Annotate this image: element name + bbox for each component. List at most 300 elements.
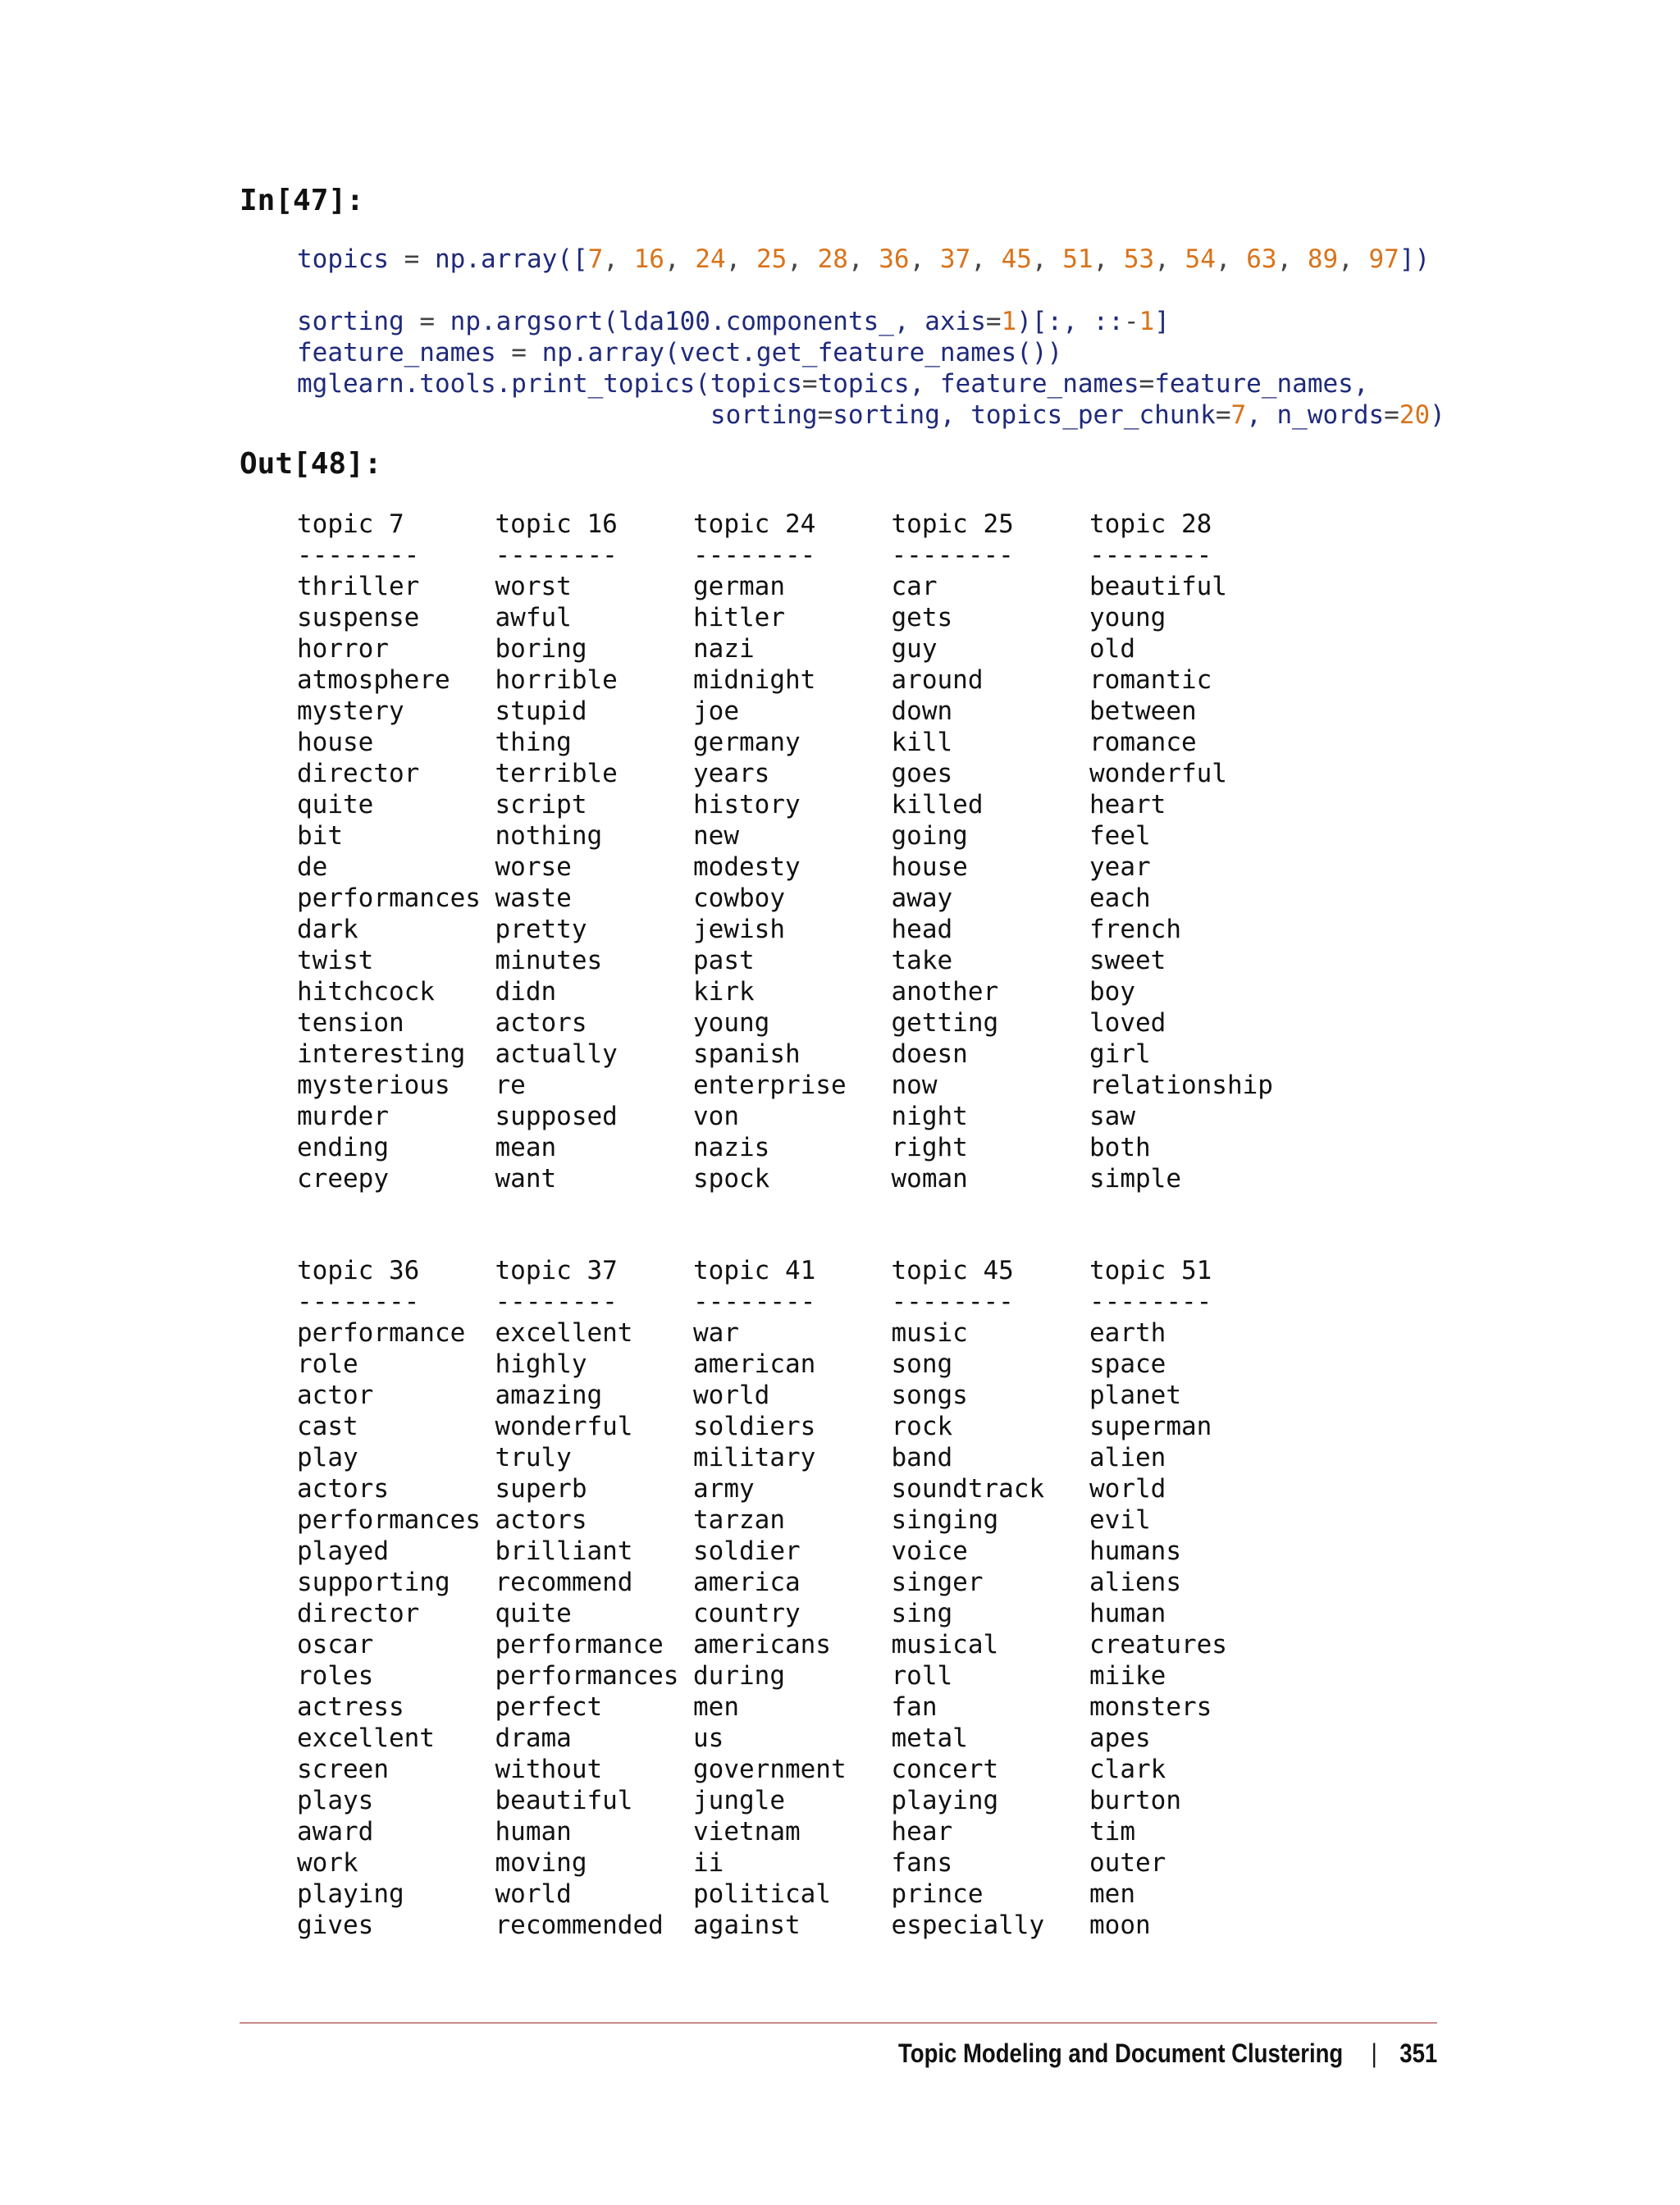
topic-word: excellent (297, 1723, 435, 1753)
topic-separator: -------- (1089, 1287, 1212, 1317)
topic-word: human (1089, 1599, 1166, 1628)
topic-title: topic 51 (1089, 1256, 1212, 1285)
code-token: np.array([ (434, 244, 588, 274)
topic-separator: -------- (297, 1287, 420, 1317)
chapter-title: Topic Modeling and Document Clustering (897, 2038, 1344, 2068)
topic-word: supposed (495, 1102, 618, 1131)
code-token: , (664, 244, 696, 274)
topic-word: creepy (297, 1164, 389, 1194)
topic-word: terrible (495, 759, 618, 788)
topic-word: world (1089, 1474, 1166, 1504)
topic-word: romance (1089, 728, 1197, 757)
topic-word: during (693, 1661, 785, 1691)
topic-word: world (693, 1381, 770, 1410)
topic-word: script (495, 790, 587, 819)
code-token: 97 (1368, 244, 1399, 274)
topic-word: both (1089, 1133, 1151, 1162)
code-token: , (847, 244, 879, 274)
topic-word: sing (891, 1599, 953, 1628)
topic-word: actually (495, 1039, 618, 1069)
topic-word: actors (495, 1008, 587, 1038)
topic-word: old (1089, 634, 1135, 664)
topic-word: twist (297, 946, 374, 975)
topic-word: creatures (1089, 1630, 1227, 1659)
topic-word: spanish (693, 1039, 801, 1069)
topic-word: quite (297, 790, 374, 819)
topic-word: modesty (693, 852, 801, 882)
topic-word: director (297, 759, 420, 788)
code-token: 25 (756, 244, 788, 274)
topic-word: von (693, 1102, 739, 1131)
topic-word: against (693, 1911, 801, 1940)
topic-word: role (297, 1349, 358, 1379)
topic-title: topic 45 (891, 1256, 1014, 1285)
code-token: = (404, 307, 450, 336)
code-token: 53 (1123, 244, 1155, 274)
topic-word: woman (891, 1164, 968, 1194)
code-token: )[:, :: (1016, 307, 1124, 336)
topic-word: soldier (693, 1536, 801, 1566)
code-token: , (1215, 244, 1247, 274)
topic-word: horror (297, 634, 389, 664)
topic-word: voice (891, 1536, 968, 1566)
code-token: topics (297, 244, 389, 274)
topic-word: joe (693, 696, 739, 726)
topic-word: actor (297, 1381, 374, 1410)
topic-title: topic 7 (297, 509, 404, 539)
topic-column (693, 509, 892, 1194)
topic-word: especially (891, 1911, 1045, 1940)
topic-word: world (495, 1879, 572, 1909)
topic-word: play (297, 1443, 358, 1472)
topic-word: enterprise (693, 1071, 847, 1100)
topic-word: actress (297, 1692, 404, 1722)
topic-word: performances (297, 883, 481, 913)
topic-word: guy (891, 634, 938, 664)
topic-word: drama (495, 1723, 572, 1753)
topic-word: performance (297, 1318, 466, 1348)
input-prompt: In[47]: (240, 184, 364, 217)
topic-word: men (693, 1692, 739, 1722)
code-token: 36 (879, 244, 910, 274)
topic-word: screen (297, 1755, 389, 1784)
topic-word: de (297, 852, 328, 882)
topic-word: concert (891, 1755, 999, 1784)
topic-word: nazi (693, 634, 755, 664)
topic-word: americans (693, 1630, 831, 1659)
topic-word: earth (1089, 1318, 1166, 1348)
topic-word: award (297, 1817, 374, 1847)
topic-word: hitler (693, 603, 785, 632)
topic-word: waste (495, 883, 572, 913)
topic-word: feel (1089, 821, 1151, 851)
code-token: np.argsort(lda100.components_, axis (450, 307, 986, 336)
topic-word: playing (891, 1786, 999, 1815)
topic-word: romantic (1089, 665, 1212, 695)
topic-word: quite (495, 1599, 572, 1628)
topic-word: miike (1089, 1661, 1166, 1691)
code-token: , (970, 244, 1002, 274)
topic-word: hear (891, 1817, 953, 1847)
code-line (297, 244, 1445, 275)
topic-word: without (495, 1755, 603, 1784)
topic-word: war (693, 1318, 739, 1348)
topic-word: simple (1089, 1164, 1181, 1194)
topic-separator: -------- (891, 541, 1014, 570)
topic-word: stupid (495, 696, 587, 726)
code-token: sorting (297, 400, 818, 430)
topic-word: cowboy (693, 883, 785, 913)
topic-word: truly (495, 1443, 572, 1472)
topic-title: topic 36 (297, 1256, 420, 1285)
topic-word: minutes (495, 946, 603, 975)
topic-column (297, 509, 495, 1194)
topic-column (693, 1255, 892, 1941)
topic-word: boy (1089, 977, 1135, 1007)
topic-word: tension (297, 1008, 404, 1038)
topic-word: military (693, 1443, 816, 1472)
topic-word: plays (297, 1786, 374, 1815)
topic-word: oscar (297, 1630, 374, 1659)
topic-word: actors (495, 1505, 587, 1535)
code-token: , (1093, 244, 1124, 274)
code-token: 7 (587, 244, 604, 274)
topic-word: space (1089, 1349, 1166, 1379)
output-block-2 (297, 1255, 1288, 1941)
topic-word: us (693, 1723, 724, 1753)
topic-word: american (693, 1349, 816, 1379)
topic-word: rock (891, 1412, 953, 1441)
code-token: = (1215, 400, 1231, 430)
topic-word: prince (891, 1879, 984, 1909)
topic-word: brilliant (495, 1536, 633, 1566)
topic-word: ii (693, 1848, 724, 1878)
topic-word: roll (891, 1661, 953, 1691)
topic-word: apes (1089, 1723, 1151, 1753)
code-token: ) (1430, 400, 1445, 430)
topic-word: superman (1089, 1412, 1212, 1441)
topic-word: planet (1089, 1381, 1181, 1410)
code-token: feature_names, (1154, 369, 1369, 399)
topic-word: car (891, 572, 938, 601)
code-line (297, 306, 1445, 337)
code-token: 51 (1062, 244, 1093, 274)
code-token: feature_names (297, 338, 496, 368)
code-line (297, 368, 1445, 399)
topic-separator: -------- (1089, 541, 1212, 570)
code-token: 37 (939, 244, 971, 274)
code-token: = (1384, 400, 1399, 430)
topic-title: topic 28 (1089, 509, 1212, 539)
topic-word: monsters (1089, 1692, 1212, 1722)
code-token: , (1276, 244, 1308, 274)
topic-title: topic 41 (693, 1256, 816, 1285)
topic-word: excellent (495, 1318, 633, 1348)
code-token: sorting (297, 307, 404, 336)
topic-word: past (693, 946, 755, 975)
topic-word: band (891, 1443, 953, 1472)
topic-word: outer (1089, 1848, 1166, 1878)
topic-word: burton (1089, 1786, 1181, 1815)
topic-word: didn (495, 977, 557, 1007)
topic-word: work (297, 1848, 358, 1878)
code-token: , (603, 244, 634, 274)
footer-separator: | (1371, 2038, 1377, 2068)
topic-word: years (693, 759, 770, 788)
topic-word: actors (297, 1474, 389, 1504)
topic-word: thing (495, 728, 572, 757)
topic-word: murder (297, 1102, 389, 1131)
topic-word: highly (495, 1349, 587, 1379)
topic-word: worse (495, 852, 572, 882)
topic-word: saw (1089, 1102, 1135, 1131)
code-line (297, 399, 1445, 431)
topic-separator: -------- (693, 1287, 816, 1317)
code-token: 1 (1139, 307, 1155, 336)
code-line (297, 337, 1445, 368)
topic-word: beautiful (1089, 572, 1227, 601)
topic-word: suspense (297, 603, 420, 632)
topic-word: relationship (1089, 1071, 1273, 1100)
topic-word: fans (891, 1848, 953, 1878)
code-token: = (388, 244, 435, 274)
topic-word: song (891, 1349, 953, 1379)
code-token: = (985, 307, 1002, 336)
topic-title: topic 16 (495, 509, 618, 539)
topic-word: played (297, 1536, 389, 1566)
topic-word: getting (891, 1008, 999, 1038)
code-token: 54 (1185, 244, 1216, 274)
topic-column (892, 509, 1090, 1194)
topic-word: humans (1089, 1536, 1181, 1566)
code-token: ]) (1399, 244, 1431, 274)
topic-word: spock (693, 1164, 770, 1194)
topic-word: history (693, 790, 801, 819)
topic-word: going (891, 821, 968, 851)
topic-word: recommended (495, 1911, 664, 1940)
topic-word: loved (1089, 1008, 1166, 1038)
topic-word: re (495, 1071, 526, 1100)
topic-word: heart (1089, 790, 1166, 819)
topic-word: dark (297, 915, 358, 944)
output-block-1 (297, 509, 1288, 1194)
topic-word: amazing (495, 1381, 603, 1410)
topic-word: house (891, 852, 968, 882)
topic-word: evil (1089, 1505, 1151, 1535)
code-token: 7 (1230, 400, 1247, 430)
topic-word: tim (1089, 1817, 1135, 1847)
topic-word: musical (891, 1630, 999, 1659)
topic-column (1089, 509, 1288, 1194)
topic-word: down (891, 696, 953, 726)
topic-word: aliens (1089, 1568, 1181, 1597)
topic-word: girl (1089, 1039, 1151, 1069)
topic-word: awful (495, 603, 572, 632)
topic-separator: -------- (891, 1287, 1014, 1317)
code-token: , (1338, 244, 1369, 274)
topic-word: metal (891, 1723, 968, 1753)
page-number: 351 (1399, 2038, 1437, 2068)
topic-word: young (1089, 603, 1166, 632)
topic-column (495, 509, 694, 1194)
code-token: 63 (1246, 244, 1277, 274)
footer-rule (240, 2022, 1437, 2024)
topic-word: music (891, 1318, 968, 1348)
topic-word: hitchcock (297, 977, 435, 1007)
code-token: , (725, 244, 756, 274)
topic-word: ending (297, 1133, 389, 1162)
topic-word: jungle (693, 1786, 785, 1815)
topic-word: beautiful (495, 1786, 633, 1815)
topic-word: moving (495, 1848, 587, 1878)
topic-word: french (1089, 915, 1181, 944)
topic-word: kill (891, 728, 953, 757)
code-token: - (1123, 307, 1139, 336)
topic-word: wonderful (495, 1412, 633, 1441)
code-token: 45 (1001, 244, 1032, 274)
topic-word: another (891, 977, 999, 1007)
topic-word: take (891, 946, 953, 975)
code-token: = (495, 338, 542, 368)
topic-word: boring (495, 634, 587, 664)
topic-word: singer (891, 1568, 984, 1597)
topic-title: topic 37 (495, 1256, 618, 1285)
topic-word: doesn (891, 1039, 968, 1069)
topic-word: country (693, 1599, 801, 1628)
topic-word: nothing (495, 821, 603, 851)
topic-word: soldiers (693, 1412, 816, 1441)
topic-word: mystery (297, 696, 404, 726)
topic-column (297, 1255, 495, 1941)
topic-word: recommend (495, 1568, 633, 1597)
output-prompt: Out[48]: (240, 447, 382, 481)
topic-word: kirk (693, 977, 755, 1007)
topic-word: tarzan (693, 1505, 785, 1535)
code-token: 24 (695, 244, 726, 274)
topic-word: political (693, 1879, 831, 1909)
topic-word: fan (891, 1692, 938, 1722)
topic-word: atmosphere (297, 665, 450, 695)
code-token: = (1139, 369, 1155, 399)
code-token: , (1154, 244, 1185, 274)
topic-word: playing (297, 1879, 404, 1909)
topic-column (495, 1255, 694, 1941)
code-token: 16 (633, 244, 664, 274)
topic-word: roles (297, 1661, 374, 1691)
topic-word: singing (891, 1505, 999, 1535)
topic-word: supporting (297, 1568, 450, 1597)
topic-word: clark (1089, 1755, 1166, 1784)
code-token: 20 (1399, 400, 1431, 430)
topic-word: head (891, 915, 953, 944)
topic-word: right (891, 1133, 968, 1162)
code-token: sorting, topics_per_chunk (833, 400, 1216, 430)
topic-title: topic 24 (693, 509, 816, 539)
topic-title: topic 25 (891, 509, 1014, 539)
topic-word: young (693, 1008, 770, 1038)
topic-word: performance (495, 1630, 664, 1659)
topic-word: gives (297, 1911, 374, 1940)
code-block (297, 244, 1445, 431)
code-token: 89 (1307, 244, 1339, 274)
code-token: topics, feature_names (817, 369, 1139, 399)
topic-word: want (495, 1164, 557, 1194)
topic-word: alien (1089, 1443, 1166, 1472)
topic-word: new (693, 821, 739, 851)
topic-separator: -------- (297, 541, 420, 570)
topic-word: superb (495, 1474, 587, 1504)
topic-word: german (693, 572, 785, 601)
code-line (297, 275, 1445, 306)
topic-separator: -------- (495, 1287, 618, 1317)
topic-word: worst (495, 572, 572, 601)
topic-word: perfect (495, 1692, 603, 1722)
code-token: , (1031, 244, 1063, 274)
topic-word: performances (297, 1505, 481, 1535)
topic-word: thriller (297, 572, 420, 601)
topic-separator: -------- (495, 541, 618, 570)
topic-word: songs (891, 1381, 968, 1410)
topic-word: america (693, 1568, 801, 1597)
topic-word: mysterious (297, 1071, 450, 1100)
topic-word: night (891, 1102, 968, 1131)
topic-word: government (693, 1755, 847, 1784)
topic-separator: -------- (693, 541, 816, 570)
topic-word: goes (891, 759, 953, 788)
topic-word: killed (891, 790, 984, 819)
topic-word: gets (891, 603, 953, 632)
topic-word: mean (495, 1133, 557, 1162)
topic-word: men (1089, 1879, 1135, 1909)
topic-word: midnight (693, 665, 816, 695)
code-token: , (909, 244, 940, 274)
topic-word: year (1089, 852, 1151, 882)
topic-word: horrible (495, 665, 618, 695)
topic-column (1089, 1255, 1288, 1941)
code-token: 28 (817, 244, 848, 274)
topic-word: performances (495, 1661, 679, 1691)
topic-word: between (1089, 696, 1197, 726)
code-token: , (787, 244, 818, 274)
topic-word: pretty (495, 915, 587, 944)
topic-word: house (297, 728, 374, 757)
topic-word: now (891, 1071, 938, 1100)
topic-column (892, 1255, 1090, 1941)
topic-word: around (891, 665, 984, 695)
topic-word: human (495, 1817, 572, 1847)
topic-word: wonderful (1089, 759, 1227, 788)
topic-word: army (693, 1474, 755, 1504)
code-token: np.array(vect.get_feature_names()) (541, 338, 1063, 368)
topic-word: sweet (1089, 946, 1166, 975)
topic-word: moon (1089, 1911, 1151, 1940)
topic-word: each (1089, 883, 1151, 913)
topic-word: away (891, 883, 953, 913)
topic-word: vietnam (693, 1817, 801, 1847)
topic-word: bit (297, 821, 343, 851)
topic-word: jewish (693, 915, 785, 944)
topic-word: interesting (297, 1039, 466, 1069)
code-token: mglearn.tools.print_topics(topics (297, 369, 802, 399)
code-token: 1 (1001, 307, 1017, 336)
code-token: , n_words (1246, 400, 1385, 430)
topic-word: director (297, 1599, 420, 1628)
topic-word: germany (693, 728, 801, 757)
topic-word: cast (297, 1412, 358, 1441)
code-token: = (801, 369, 818, 399)
page-footer (898, 2033, 1437, 2074)
code-token: ] (1154, 307, 1170, 336)
